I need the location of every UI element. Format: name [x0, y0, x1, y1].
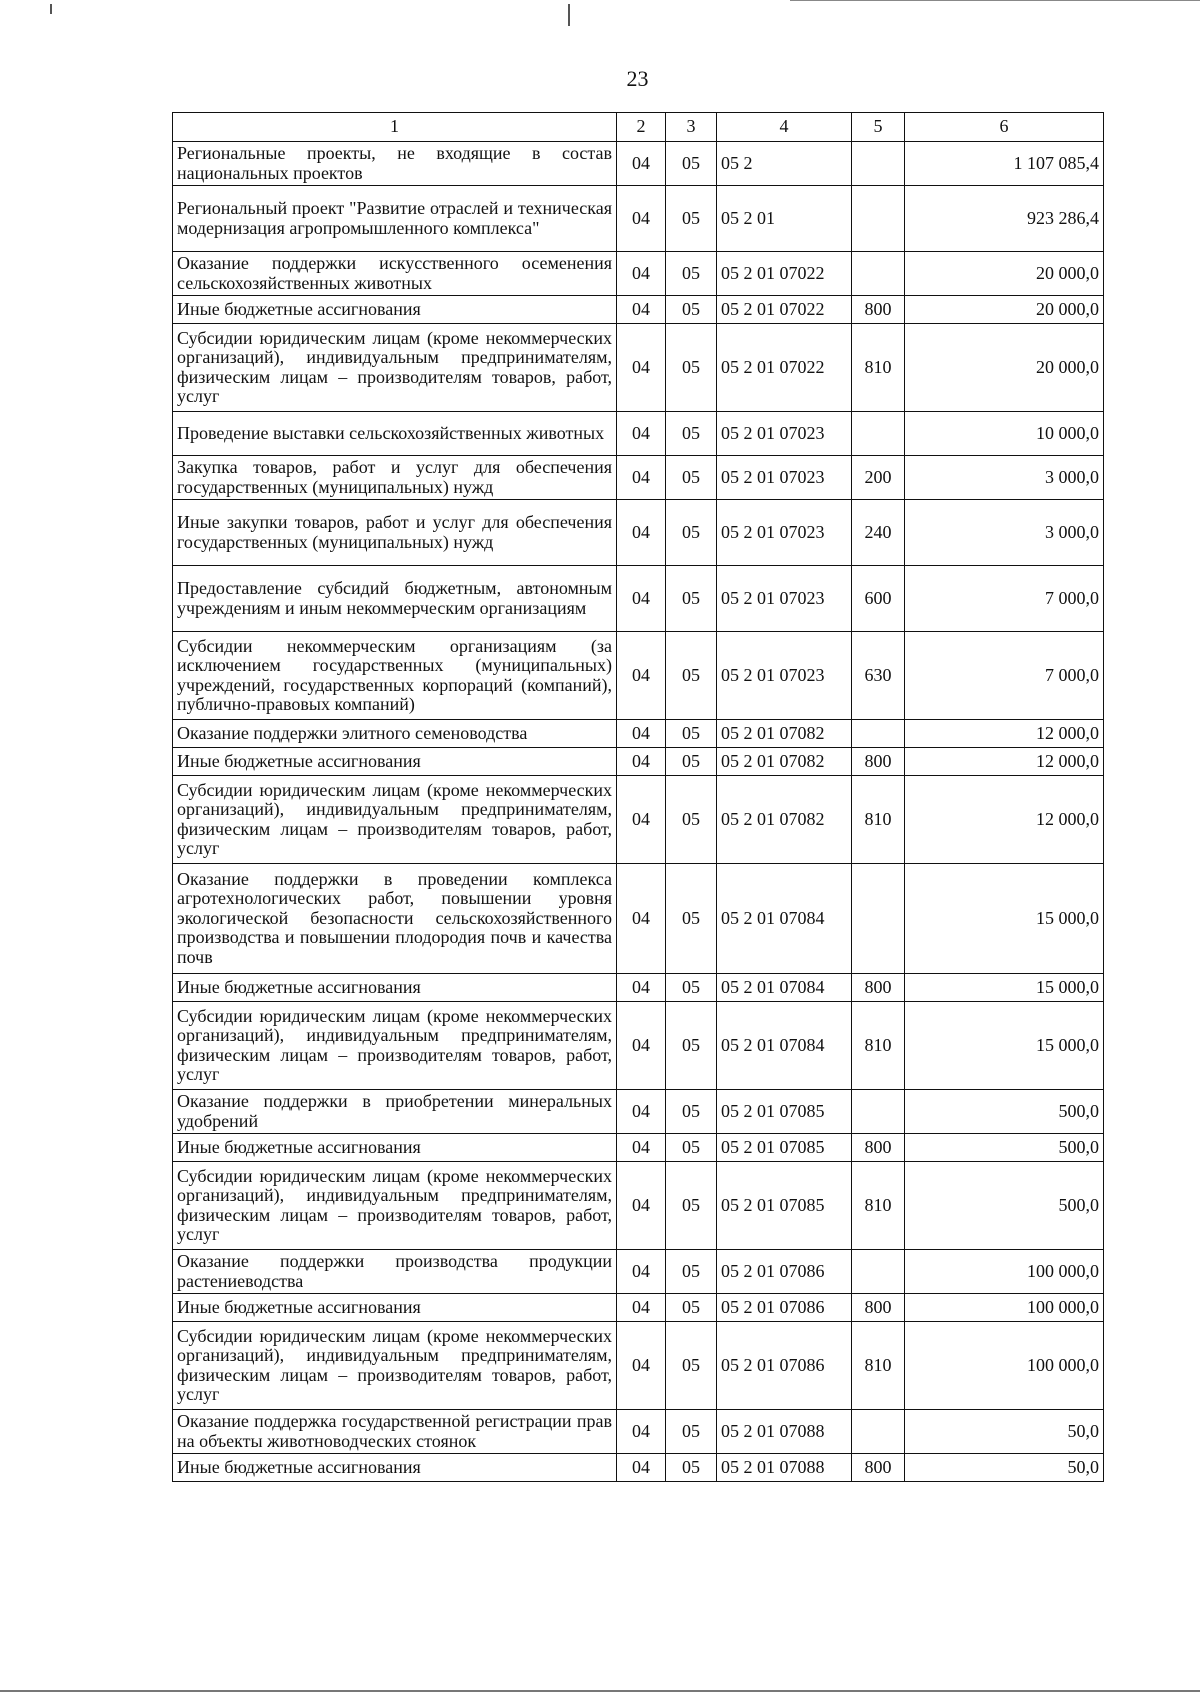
cell-name: Субсидии юридическим лицам (кроме некоммерческих организаций), индивидуальным предпринимателям, физическим лицам – производителям товаров, работ, услуг	[173, 776, 617, 864]
cell-target-article: 05 2 01 07086	[717, 1322, 852, 1410]
cell-target-article: 05 2 01 07022	[717, 252, 852, 296]
cell-name: Субсидии некоммерческим организациям (за исключением государственных (муниципальных) учреждений, государственных корпораций (компаний), публично-правовых компаний)	[173, 632, 617, 720]
cell-section: 04	[617, 456, 666, 500]
cell-subsection: 05	[666, 186, 717, 252]
cell-section: 04	[617, 748, 666, 776]
cell-target-article: 05 2 01 07023	[717, 500, 852, 566]
cell-target-article: 05 2 01 07085	[717, 1090, 852, 1134]
cell-section: 04	[617, 296, 666, 324]
cell-subsection: 05	[666, 1250, 717, 1294]
cell-expense-type	[852, 1090, 905, 1134]
cell-expense-type	[852, 720, 905, 748]
cell-expense-type: 200	[852, 456, 905, 500]
cell-amount: 1 107 085,4	[905, 142, 1104, 186]
scan-edge-line	[790, 0, 1200, 1]
cell-target-article: 05 2 01 07082	[717, 776, 852, 864]
table-row	[173, 1250, 1104, 1294]
cell-amount: 20 000,0	[905, 324, 1104, 412]
cell-name: Оказание поддержки элитного семеноводства	[173, 720, 617, 748]
cell-target-article: 05 2 01 07082	[717, 720, 852, 748]
scan-mark	[50, 4, 52, 14]
cell-section: 04	[617, 142, 666, 186]
page-number: 23	[626, 66, 649, 91]
cell-section: 04	[617, 1410, 666, 1454]
cell-section: 04	[617, 864, 666, 974]
cell-expense-type: 240	[852, 500, 905, 566]
column-header-name: 1	[173, 113, 617, 142]
cell-section: 04	[617, 776, 666, 864]
cell-subsection: 05	[666, 412, 717, 456]
cell-amount: 12 000,0	[905, 748, 1104, 776]
cell-subsection: 05	[666, 252, 717, 296]
cell-expense-type	[852, 1410, 905, 1454]
cell-section: 04	[617, 500, 666, 566]
cell-amount: 50,0	[905, 1410, 1104, 1454]
cell-name: Проведение выставки сельскохозяйственных животных	[173, 412, 617, 456]
cell-subsection: 05	[666, 500, 717, 566]
cell-amount: 20 000,0	[905, 252, 1104, 296]
budget-table	[172, 112, 1104, 1482]
cell-name: Оказание поддержки в проведении комплекса агротехнологических работ, повышении уровня экологической безопасности сельскохозяйственного производства и повышении плодородия почв и качества почв	[173, 864, 617, 974]
table-row	[173, 1134, 1104, 1162]
scan-mark	[568, 4, 570, 26]
cell-subsection: 05	[666, 1294, 717, 1322]
cell-name: Региональные проекты, не входящие в состав национальных проектов	[173, 142, 617, 186]
cell-subsection: 05	[666, 142, 717, 186]
cell-expense-type	[852, 186, 905, 252]
table-row	[173, 324, 1104, 412]
cell-target-article: 05 2 01 07088	[717, 1410, 852, 1454]
cell-expense-type: 800	[852, 748, 905, 776]
cell-expense-type: 600	[852, 566, 905, 632]
table-body	[173, 142, 1104, 1482]
cell-target-article: 05 2 01 07084	[717, 864, 852, 974]
cell-name: Оказание поддержка государственной регистрации прав на объекты животноводческих стоянок	[173, 1410, 617, 1454]
cell-expense-type	[852, 1250, 905, 1294]
cell-expense-type: 630	[852, 632, 905, 720]
cell-expense-type	[852, 142, 905, 186]
cell-section: 04	[617, 1090, 666, 1134]
cell-subsection: 05	[666, 748, 717, 776]
header-row	[173, 113, 1104, 142]
cell-name: Иные бюджетные ассигнования	[173, 748, 617, 776]
cell-name: Субсидии юридическим лицам (кроме некоммерческих организаций), индивидуальным предпринимателям, физическим лицам – производителям товаров, работ, услуг	[173, 1002, 617, 1090]
cell-expense-type	[852, 864, 905, 974]
cell-section: 04	[617, 324, 666, 412]
table-row	[173, 748, 1104, 776]
table-row	[173, 1002, 1104, 1090]
cell-subsection: 05	[666, 1134, 717, 1162]
cell-name: Оказание поддержки в приобретении минеральных удобрений	[173, 1090, 617, 1134]
table-row	[173, 566, 1104, 632]
scan-edge-line	[0, 1690, 1200, 1692]
table-row	[173, 632, 1104, 720]
cell-amount: 3 000,0	[905, 456, 1104, 500]
cell-amount: 15 000,0	[905, 974, 1104, 1002]
cell-expense-type: 810	[852, 324, 905, 412]
cell-expense-type	[852, 412, 905, 456]
cell-subsection: 05	[666, 1002, 717, 1090]
cell-section: 04	[617, 720, 666, 748]
cell-subsection: 05	[666, 1162, 717, 1250]
cell-section: 04	[617, 412, 666, 456]
table-row	[173, 1454, 1104, 1482]
cell-subsection: 05	[666, 1410, 717, 1454]
cell-amount: 15 000,0	[905, 1002, 1104, 1090]
cell-expense-type: 800	[852, 1454, 905, 1482]
cell-expense-type	[852, 252, 905, 296]
cell-target-article: 05 2 01 07082	[717, 748, 852, 776]
cell-target-article: 05 2 01 07085	[717, 1162, 852, 1250]
cell-amount: 10 000,0	[905, 412, 1104, 456]
cell-subsection: 05	[666, 1090, 717, 1134]
cell-section: 04	[617, 252, 666, 296]
cell-amount: 100 000,0	[905, 1250, 1104, 1294]
cell-name: Иные закупки товаров, работ и услуг для обеспечения государственных (муниципальных) нужд	[173, 500, 617, 566]
cell-amount: 500,0	[905, 1134, 1104, 1162]
cell-name: Оказание поддержки искусственного осеменения сельскохозяйственных животных	[173, 252, 617, 296]
cell-name: Оказание поддержки производства продукции растениеводства	[173, 1250, 617, 1294]
cell-name: Закупка товаров, работ и услуг для обеспечения государственных (муниципальных) нужд	[173, 456, 617, 500]
cell-expense-type: 800	[852, 1294, 905, 1322]
cell-expense-type: 810	[852, 1322, 905, 1410]
cell-target-article: 05 2 01	[717, 186, 852, 252]
table-row	[173, 142, 1104, 186]
cell-subsection: 05	[666, 632, 717, 720]
column-header-subsection: 3	[666, 113, 717, 142]
column-header-amount: 6	[905, 113, 1104, 142]
cell-target-article: 05 2 01 07084	[717, 1002, 852, 1090]
cell-amount: 500,0	[905, 1162, 1104, 1250]
table-row	[173, 864, 1104, 974]
cell-subsection: 05	[666, 324, 717, 412]
cell-section: 04	[617, 1250, 666, 1294]
table-row	[173, 252, 1104, 296]
cell-amount: 923 286,4	[905, 186, 1104, 252]
cell-subsection: 05	[666, 1322, 717, 1410]
table-row	[173, 412, 1104, 456]
cell-section: 04	[617, 1134, 666, 1162]
cell-target-article: 05 2 01 07088	[717, 1454, 852, 1482]
cell-subsection: 05	[666, 776, 717, 864]
cell-amount: 20 000,0	[905, 296, 1104, 324]
cell-name: Субсидии юридическим лицам (кроме некоммерческих организаций), индивидуальным предпринимателям, физическим лицам – производителям товаров, работ, услуг	[173, 1322, 617, 1410]
cell-target-article: 05 2 01 07086	[717, 1250, 852, 1294]
cell-expense-type: 810	[852, 1002, 905, 1090]
cell-amount: 12 000,0	[905, 720, 1104, 748]
table-row	[173, 1162, 1104, 1250]
table-row	[173, 776, 1104, 864]
table-row	[173, 296, 1104, 324]
cell-amount: 7 000,0	[905, 632, 1104, 720]
table-row	[173, 1090, 1104, 1134]
column-header-expense-type: 5	[852, 113, 905, 142]
cell-target-article: 05 2 01 07023	[717, 412, 852, 456]
cell-expense-type: 810	[852, 1162, 905, 1250]
cell-target-article: 05 2 01 07086	[717, 1294, 852, 1322]
table-row	[173, 500, 1104, 566]
cell-name: Предоставление субсидий бюджетным, автономным учреждениям и иным некоммерческим организациям	[173, 566, 617, 632]
table-row	[173, 720, 1104, 748]
cell-section: 04	[617, 632, 666, 720]
table-row	[173, 1322, 1104, 1410]
cell-subsection: 05	[666, 566, 717, 632]
cell-name: Иные бюджетные ассигнования	[173, 1294, 617, 1322]
cell-section: 04	[617, 566, 666, 632]
cell-section: 04	[617, 1162, 666, 1250]
cell-section: 04	[617, 1002, 666, 1090]
table-row	[173, 1294, 1104, 1322]
cell-subsection: 05	[666, 864, 717, 974]
column-header-target-article: 4	[717, 113, 852, 142]
table-row	[173, 1410, 1104, 1454]
cell-target-article: 05 2 01 07023	[717, 632, 852, 720]
cell-name: Субсидии юридическим лицам (кроме некоммерческих организаций), индивидуальным предпринимателям, физическим лицам – производителям товаров, работ, услуг	[173, 324, 617, 412]
cell-expense-type: 800	[852, 296, 905, 324]
cell-amount: 15 000,0	[905, 864, 1104, 974]
table-row	[173, 974, 1104, 1002]
cell-name: Иные бюджетные ассигнования	[173, 1134, 617, 1162]
cell-name: Региональный проект "Развитие отраслей и техническая модернизация агропромышленного комплекса"	[173, 186, 617, 252]
cell-expense-type: 800	[852, 974, 905, 1002]
cell-amount: 12 000,0	[905, 776, 1104, 864]
cell-name: Иные бюджетные ассигнования	[173, 296, 617, 324]
cell-amount: 100 000,0	[905, 1294, 1104, 1322]
cell-target-article: 05 2 01 07084	[717, 974, 852, 1002]
cell-amount: 50,0	[905, 1454, 1104, 1482]
column-header-section: 2	[617, 113, 666, 142]
cell-section: 04	[617, 974, 666, 1002]
cell-target-article: 05 2 01 07023	[717, 566, 852, 632]
cell-subsection: 05	[666, 1454, 717, 1482]
cell-amount: 100 000,0	[905, 1322, 1104, 1410]
cell-expense-type: 800	[852, 1134, 905, 1162]
cell-section: 04	[617, 1322, 666, 1410]
cell-expense-type: 810	[852, 776, 905, 864]
cell-name: Субсидии юридическим лицам (кроме некоммерческих организаций), индивидуальным предпринимателям, физическим лицам – производителям товаров, работ, услуг	[173, 1162, 617, 1250]
cell-target-article: 05 2	[717, 142, 852, 186]
cell-section: 04	[617, 1294, 666, 1322]
cell-subsection: 05	[666, 296, 717, 324]
cell-amount: 7 000,0	[905, 566, 1104, 632]
cell-subsection: 05	[666, 456, 717, 500]
cell-name: Иные бюджетные ассигнования	[173, 1454, 617, 1482]
cell-amount: 500,0	[905, 1090, 1104, 1134]
cell-name: Иные бюджетные ассигнования	[173, 974, 617, 1002]
cell-target-article: 05 2 01 07023	[717, 456, 852, 500]
cell-amount: 3 000,0	[905, 500, 1104, 566]
table-row	[173, 456, 1104, 500]
cell-target-article: 05 2 01 07085	[717, 1134, 852, 1162]
cell-subsection: 05	[666, 720, 717, 748]
cell-target-article: 05 2 01 07022	[717, 296, 852, 324]
cell-section: 04	[617, 1454, 666, 1482]
cell-subsection: 05	[666, 974, 717, 1002]
cell-target-article: 05 2 01 07022	[717, 324, 852, 412]
cell-section: 04	[617, 186, 666, 252]
table-row	[173, 186, 1104, 252]
